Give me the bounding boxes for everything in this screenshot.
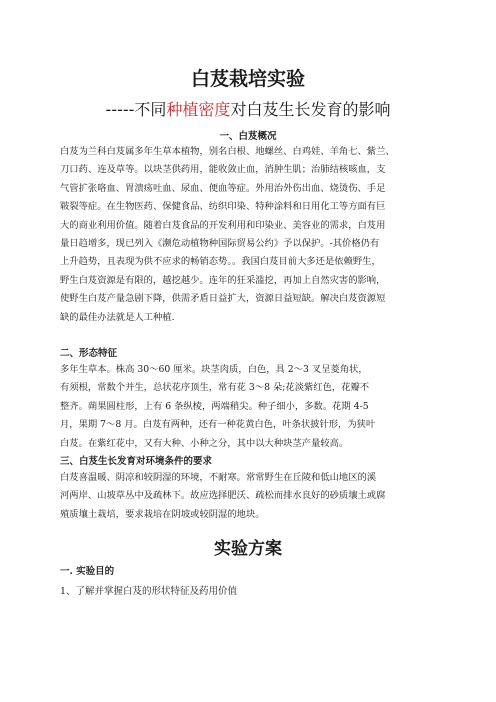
plan-item: 1、了解并掌握白芨的形状特征及药用价值	[60, 586, 238, 597]
body-line: 河两岸、山坡草丛中及疏林下。故应选择肥沃、疏松而排水良好的砂质壤土或腐	[60, 490, 386, 502]
body-line: 量日趋增多，现已列入《濒危动植物种国际贸易公约》予以保护。-其价格仍有	[60, 238, 380, 250]
document-subtitle	[0, 97, 496, 120]
body-line: 刀口药、连及草等。以块茎供药用，能收敛止血，消肿生肌；治肺结核咳血，支	[60, 164, 386, 176]
section3-heading: 三、白芨生长发育对环境条件的要求	[60, 456, 213, 467]
section3-body	[60, 469, 438, 524]
subtitle-suffix: 对白芨生长发育的影响	[230, 100, 391, 119]
plan-heading: 实验方案	[214, 539, 282, 559]
subtitle-prefix: -----不同	[105, 100, 167, 119]
body-line: 野生白芨资源是有限的，越挖越少。连年的狂采滥挖，再加上自然灾害的影响，	[60, 274, 386, 286]
body-line: 有须根，常数个并生，总状花序顶生，常有花 3～8 朵;花淡紫红色，花瓣不	[60, 382, 370, 394]
body-line: 白芨。在紫红花中，又有大种、小种之分，其中以大种块茎产量较高。	[60, 437, 349, 449]
document-title: 白芨栽培实验	[190, 68, 305, 90]
body-line: 气管扩张咯血、胃溃疡吐血、尿血、便血等症。外用治外伤出血、烧烫伤、手足	[60, 182, 386, 194]
section2-body	[60, 361, 438, 453]
subtitle-highlight: 种植密度	[166, 100, 231, 119]
body-line: 白芨为兰科白芨属多年生草本植物，别名白根、地螺丝、白鸡娃、羊角七、紫兰、	[60, 146, 395, 157]
body-line: 上升趋势，且表现为供不应求的畅销态势。。我国白芨目前大多还是依赖野生，	[60, 256, 381, 268]
body-line: 多年生草本。株高 30～60 厘米。块茎肉质，白色，具 2～3 叉呈菱角状，	[60, 364, 368, 375]
body-line: 月，果期 7～8 月。白芨有两种，还有一种花黄白色，叶条状披针形，为狭叶	[60, 419, 376, 431]
body-line: 殖质壤土栽培，要求栽培在阴坡或较阴湿的地块。	[60, 508, 265, 520]
body-line: 白芨喜温暖、阴凉和较阴湿的环境，不耐寒。常常野生在丘陵和低山地区的溪	[60, 472, 377, 483]
body-line: 大的商业利用价值。随着白芨食品的开发利用和印染业、美容业的需求，白芨用	[60, 219, 386, 231]
body-line: 皲裂等症。在生物医药、保健食品、纺织印染、特种涂料和日用化工等方面有巨	[60, 201, 386, 213]
section1-heading: 一、白芨概况	[219, 131, 277, 142]
section1-body	[60, 143, 438, 327]
body-line: 使野生白芨产量急剧下降，供需矛盾日益扩大，资源日益短缺。解决白芨资源短	[60, 293, 386, 305]
body-line: 整齐。蒴果圆柱形，上有 6 条纵棱，两端稍尖。种子细小，多数。花期 4-5	[60, 400, 369, 412]
body-line: 缺的最佳办法就是人工种植.	[60, 311, 175, 323]
section2-heading: 二、形态特征	[60, 348, 118, 359]
plan-subheading: 一. 实验目的	[60, 566, 115, 577]
